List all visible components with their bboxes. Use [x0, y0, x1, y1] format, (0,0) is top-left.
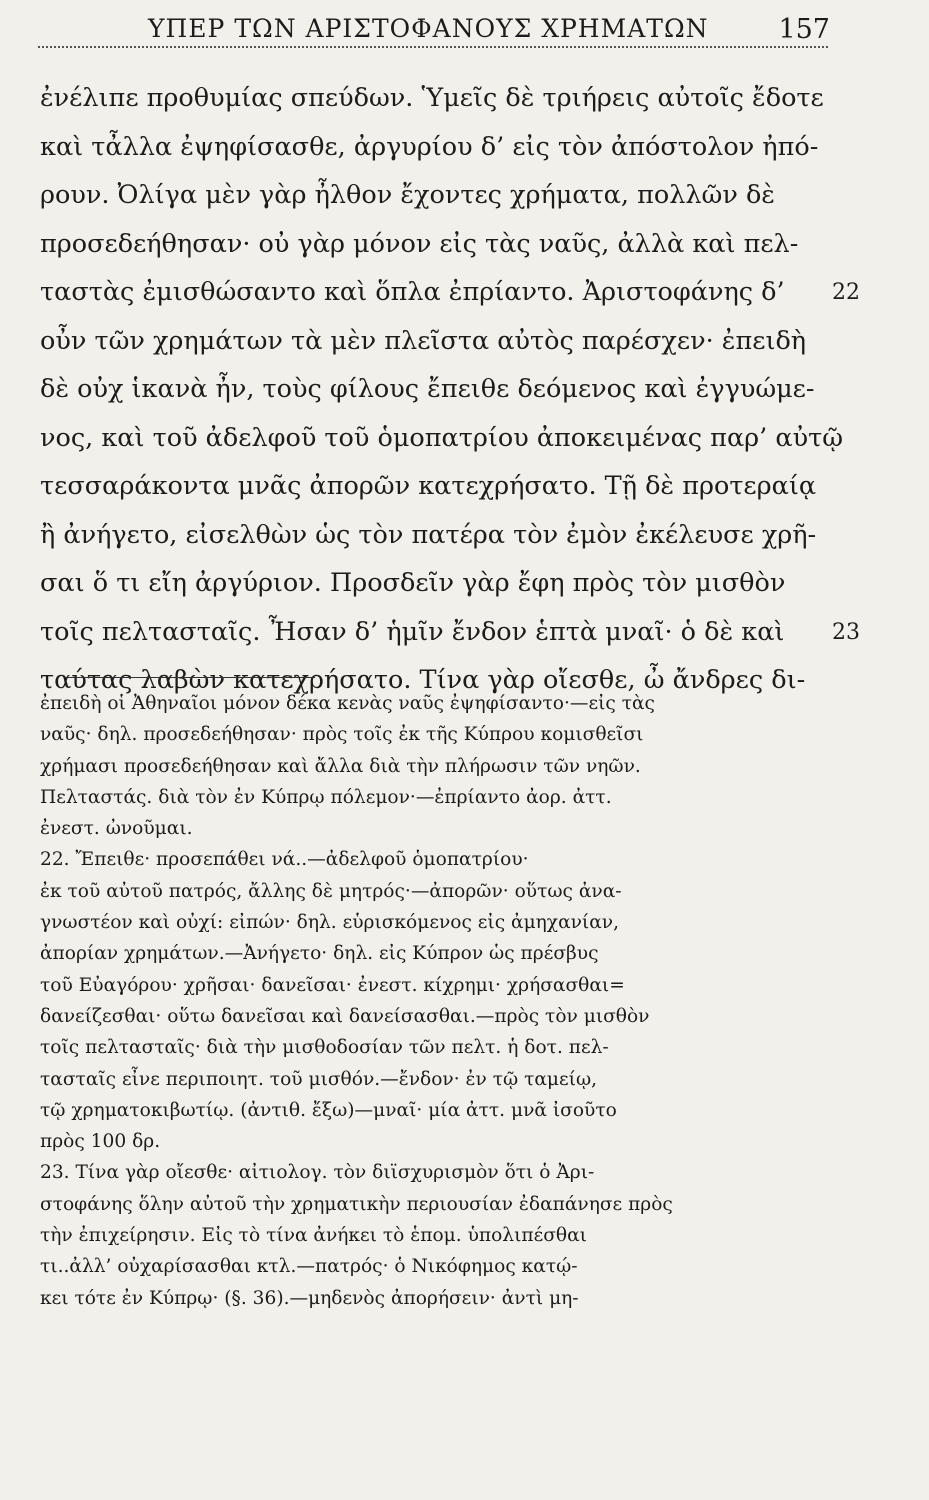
running-head — [40, 10, 830, 46]
text-line: ἢ ἀνήγετο, εἰσελθὼν ὡς τὸν πατέρα τὸν ἐμὸν ἐκέλευσε χρῆ- — [40, 519, 817, 550]
section-number: 22 — [832, 280, 860, 305]
note-line: 22. Ἔπειθε· προσεπάθει νά..—ἀδελφοῦ ὁμοπατρίου· — [40, 849, 529, 871]
text-line: τεσσαράκοντα μνᾶς ἀπορῶν κατεχρήσατο. Τῇ δὲ προτεραίᾳ — [40, 471, 817, 501]
note-line: ἐκ τοῦ αὐτοῦ πατρός, ἄλλης δὲ μητρός·—ἀπορῶν· οὕτως ἀνα- — [40, 880, 622, 902]
text-line: δὲ οὐχ ἱκανὰ ἦν, τοὺς φίλους ἔπειθε δεόμενος καὶ ἐγγυώμε- — [40, 374, 815, 404]
note-line: τῷ χρηματοκιβωτίῳ. (ἀντιθ. ἔξω)—μναῖ· μία ἀττ. μνᾶ ἰσοῦτο — [40, 1099, 617, 1121]
note-line: τοῦ Εὐαγόρου· χρῆσαι· δανεῖσαι· ἐνεστ. κίχρημι· χρήσασθαι= — [40, 974, 625, 996]
note-line: ἀπορίαν χρημάτων.—Ἀνήγετο· δηλ. εἰς Κύπρον ὡς πρέσβυς — [40, 943, 599, 965]
note-line: κει τότε ἐν Κύπρῳ· (§. 36).—μηδενὸς ἀπορήσειν· ἀντὶ μη- — [40, 1287, 579, 1309]
note-line: δανείζεσθαι· οὕτω δανεῖσαι καὶ δανείσασθαι.—πρὸς τὸν μισθὸν — [40, 1005, 650, 1027]
note-line: τασταῖς εἶνε περιποιητ. τοῦ μισθόν.—ἔνδον· ἐν τῷ ταμείῳ, — [40, 1068, 598, 1090]
note-line: πρὸς 100 δρ. — [40, 1131, 161, 1153]
text-line: καὶ τἆλλα ἐψηφίσασθε, ἀργυρίου δ’ εἰς τὸν ἀπόστολον ἠπό- — [40, 131, 819, 162]
text-line: ταστὰς ἐμισθώσαντο καὶ ὅπλα ἐπρίαντο. Ἀριστοφάνης δ’ — [40, 277, 785, 307]
page-number: 157 — [778, 14, 830, 45]
note-line: γνωστέον καὶ οὐχί: εἰπών· δηλ. εὑρισκόμενος εἰς ἀμηχανίαν, — [40, 912, 619, 934]
text-line: οὖν τῶν χρημάτων τὰ μὲν πλεῖστα αὐτὸς παρέσχεν· ἐπειδὴ — [40, 325, 807, 356]
note-line: τοῖς πελτασταῖς· διὰ τὴν μισθοδοσίαν τῶν πελτ. ἡ δοτ. πελ- — [40, 1037, 609, 1059]
text-line: ρουν. Ὀλίγα μὲν γὰρ ἦλθον ἔχοντες χρήματα, πολλῶν δὲ — [40, 180, 775, 210]
note-line: ἐπειδὴ οἱ Ἀθηναῖοι μόνον δέκα κενὰς ναῦς ἐψηφίσαντο·—εἰς τὰς — [40, 693, 655, 714]
commentary-notes — [40, 688, 830, 1314]
footnote-rule — [65, 677, 315, 678]
note-line: χρήμασι προσεδεήθησαν καὶ ἄλλα διὰ τὴν πλήρωσιν τῶν νηῶν. — [40, 755, 641, 777]
text-line: νος, καὶ τοῦ ἀδελφοῦ τοῦ ὁμοπατρίου ἀποκειμένας παρ’ αὐτῷ — [40, 422, 843, 453]
text-line: τοῖς πελτασταῖς. Ἦσαν δ’ ἡμῖν ἔνδον ἑπτὰ μναῖ· ὁ δὲ καὶ — [40, 616, 785, 647]
note-line: ἐνεστ. ὠνοῦμαι. — [40, 818, 193, 840]
text-line: σαι ὅ τι εἴη ἀργύριον. Προσδεῖν γὰρ ἔφη πρὸς τὸν μισθὸν — [40, 568, 786, 598]
note-line: Πελταστάς. διὰ τὸν ἐν Κύπρῳ πόλεμον·—ἐπρίαντο ἀορ. ἀττ. — [40, 786, 612, 808]
note-line: στοφάνης ὅλην αὐτοῦ τὴν χρηματικὴν περιουσίαν ἐδαπάνησε πρὸς — [40, 1193, 673, 1215]
note-line: ναῦς· δηλ. προσεδεήθησαν· πρὸς τοῖς ἐκ τῆς Κύπρου κομισθεῖσι — [40, 724, 644, 746]
text-line: ἐνέλιπε προθυμίας σπεύδων. Ὑμεῖς δὲ τριήρεις αὐτοῖς ἔδοτε — [40, 83, 824, 113]
running-title: ΥΠΕΡ ΤΩΝ ΑΡΙΣΤΟΦΑΝΟΥΣ ΧΡΗΜΑΤΩΝ — [148, 14, 709, 43]
note-line: τι..ἀλλ’ οὐχαρίσασθαι κτλ.—πατρός· ὁ Νικόφημος κατῴ- — [40, 1256, 578, 1278]
text-line: ταύτας λαβὼν κατεχρήσατο. Τίνα γὰρ οἴεσθε, ὦ ἄνδρες δι- — [40, 665, 806, 695]
section-number: 23 — [832, 619, 860, 645]
header-rule — [38, 46, 828, 48]
note-line: τὴν ἐπιχείρησιν. Εἰς τὸ τίνα ἀνήκει τὸ ἑπομ. ὑπολιπέσθαι — [40, 1225, 587, 1247]
note-line: 23. Τίνα γὰρ οἴεσθε· αἰτιολογ. τὸν διϊσχυρισμὸν ὅτι ὁ Ἀρι- — [40, 1162, 595, 1184]
main-text — [40, 74, 843, 705]
text-line: προσεδεήθησαν· οὐ γὰρ μόνον εἰς τὰς ναῦς, ἀλλὰ καὶ πελ- — [40, 228, 799, 259]
